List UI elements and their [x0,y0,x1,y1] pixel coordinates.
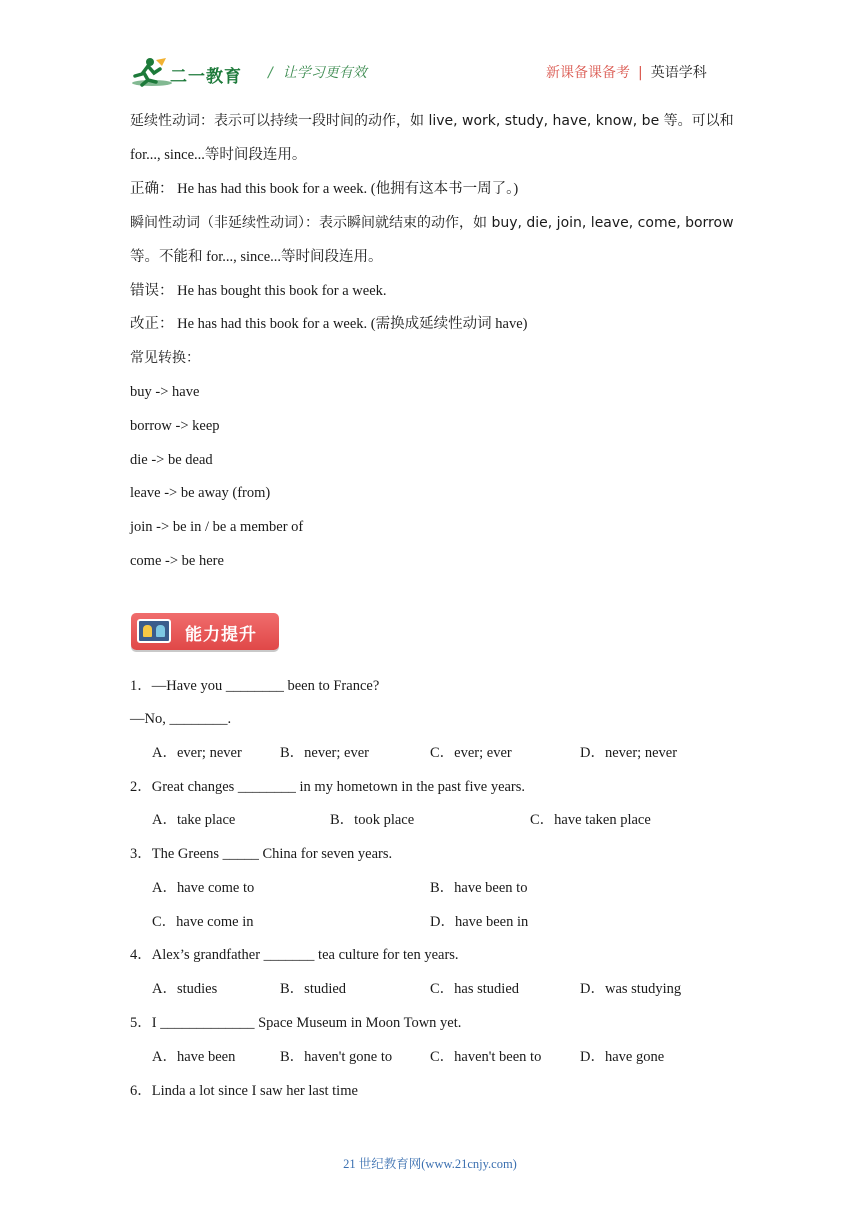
text-line: 正确： He has had this book for a week. (他拥有这本书一周了。) [130,181,519,197]
text-line: 等。不能和 for..., since...等时间段连用。 [130,249,383,265]
option-c: C．ever; ever [430,745,512,761]
option-c: C．have taken place [530,812,651,828]
option-a: A．have been [152,1049,236,1065]
banner-title: 能力提升 [185,625,257,645]
option-b: B．have been to [430,880,528,896]
logo-text: 二一教育 [170,67,242,87]
option-b: B．took place [330,812,415,828]
slogan-text: 让学习更有效 [282,65,367,81]
option-a: A．ever; never [152,745,242,761]
option-a: A．studies [152,981,218,997]
text-line: leave -> be away (from) [130,485,271,501]
option-a: A．take place [152,812,236,828]
classroom-icon [137,619,171,643]
page-header [0,0,860,100]
option-d: D．have been in [430,914,529,930]
option-c: C．haven't been to [430,1049,542,1065]
question-stem-continued: —No, ________. [130,711,232,727]
question-stem: 5．I _____________ Space Museum in Moon Town yet. [130,1015,462,1031]
text-line: for..., since...等时间段连用。 [130,147,307,163]
option-a: A．have come to [152,880,255,896]
text-line: 瞬间性动词（非延续性动词）：表示瞬间就结束的动作，如 buy, die, join, leave, come, borrow [130,215,734,231]
text-line: come -> be here [130,553,224,569]
header-subject: 新课备课备考 | 英语学科 [546,65,707,81]
text-line: 错误： He has bought this book for a week. [130,283,387,299]
page-footer: 21 世纪教育网(www.21cnjy.com) [343,1157,517,1171]
text-line: borrow -> keep [130,418,220,434]
header-subject-label: 英语学科 [650,65,707,81]
option-c: C．has studied [430,981,520,997]
question-stem: 2．Great changes ________ in my hometown in the past five years. [130,779,526,795]
option-d: D．never; never [580,745,678,761]
header-course-label: 新课备课备考 [546,65,630,81]
question-stem: 6．Linda a lot since I saw her last time [130,1083,358,1099]
text-line: 常见转换： [130,350,200,366]
option-c: C．have come in [152,914,254,930]
option-b: B．never; ever [280,745,369,761]
option-b: B．studied [280,981,347,997]
text-line: join -> be in / be a member of [130,519,304,535]
option-d: D．was studying [580,981,682,997]
text-line: die -> be dead [130,452,213,468]
question-stem: 3．The Greens _____ China for seven years. [130,846,393,862]
text-line: 改正： He has had this book for a week. (需换成延续性动词 have) [130,316,528,332]
text-line: 延续性动词：表示可以持续一段时间的动作，如 live, work, study, have, know, be 等。可以和 [130,113,734,129]
header-slogan: / 让学习更有效 [268,65,367,81]
section-banner [131,613,279,650]
option-d: D．have gone [580,1049,665,1065]
question-stem: 4．Alex’s grandfather _______ tea culture for ten years. [130,947,459,963]
question-stem: 1．—Have you ________ been to France? [130,678,380,694]
text-line: buy -> have [130,384,200,400]
option-b: B．haven't gone to [280,1049,393,1065]
